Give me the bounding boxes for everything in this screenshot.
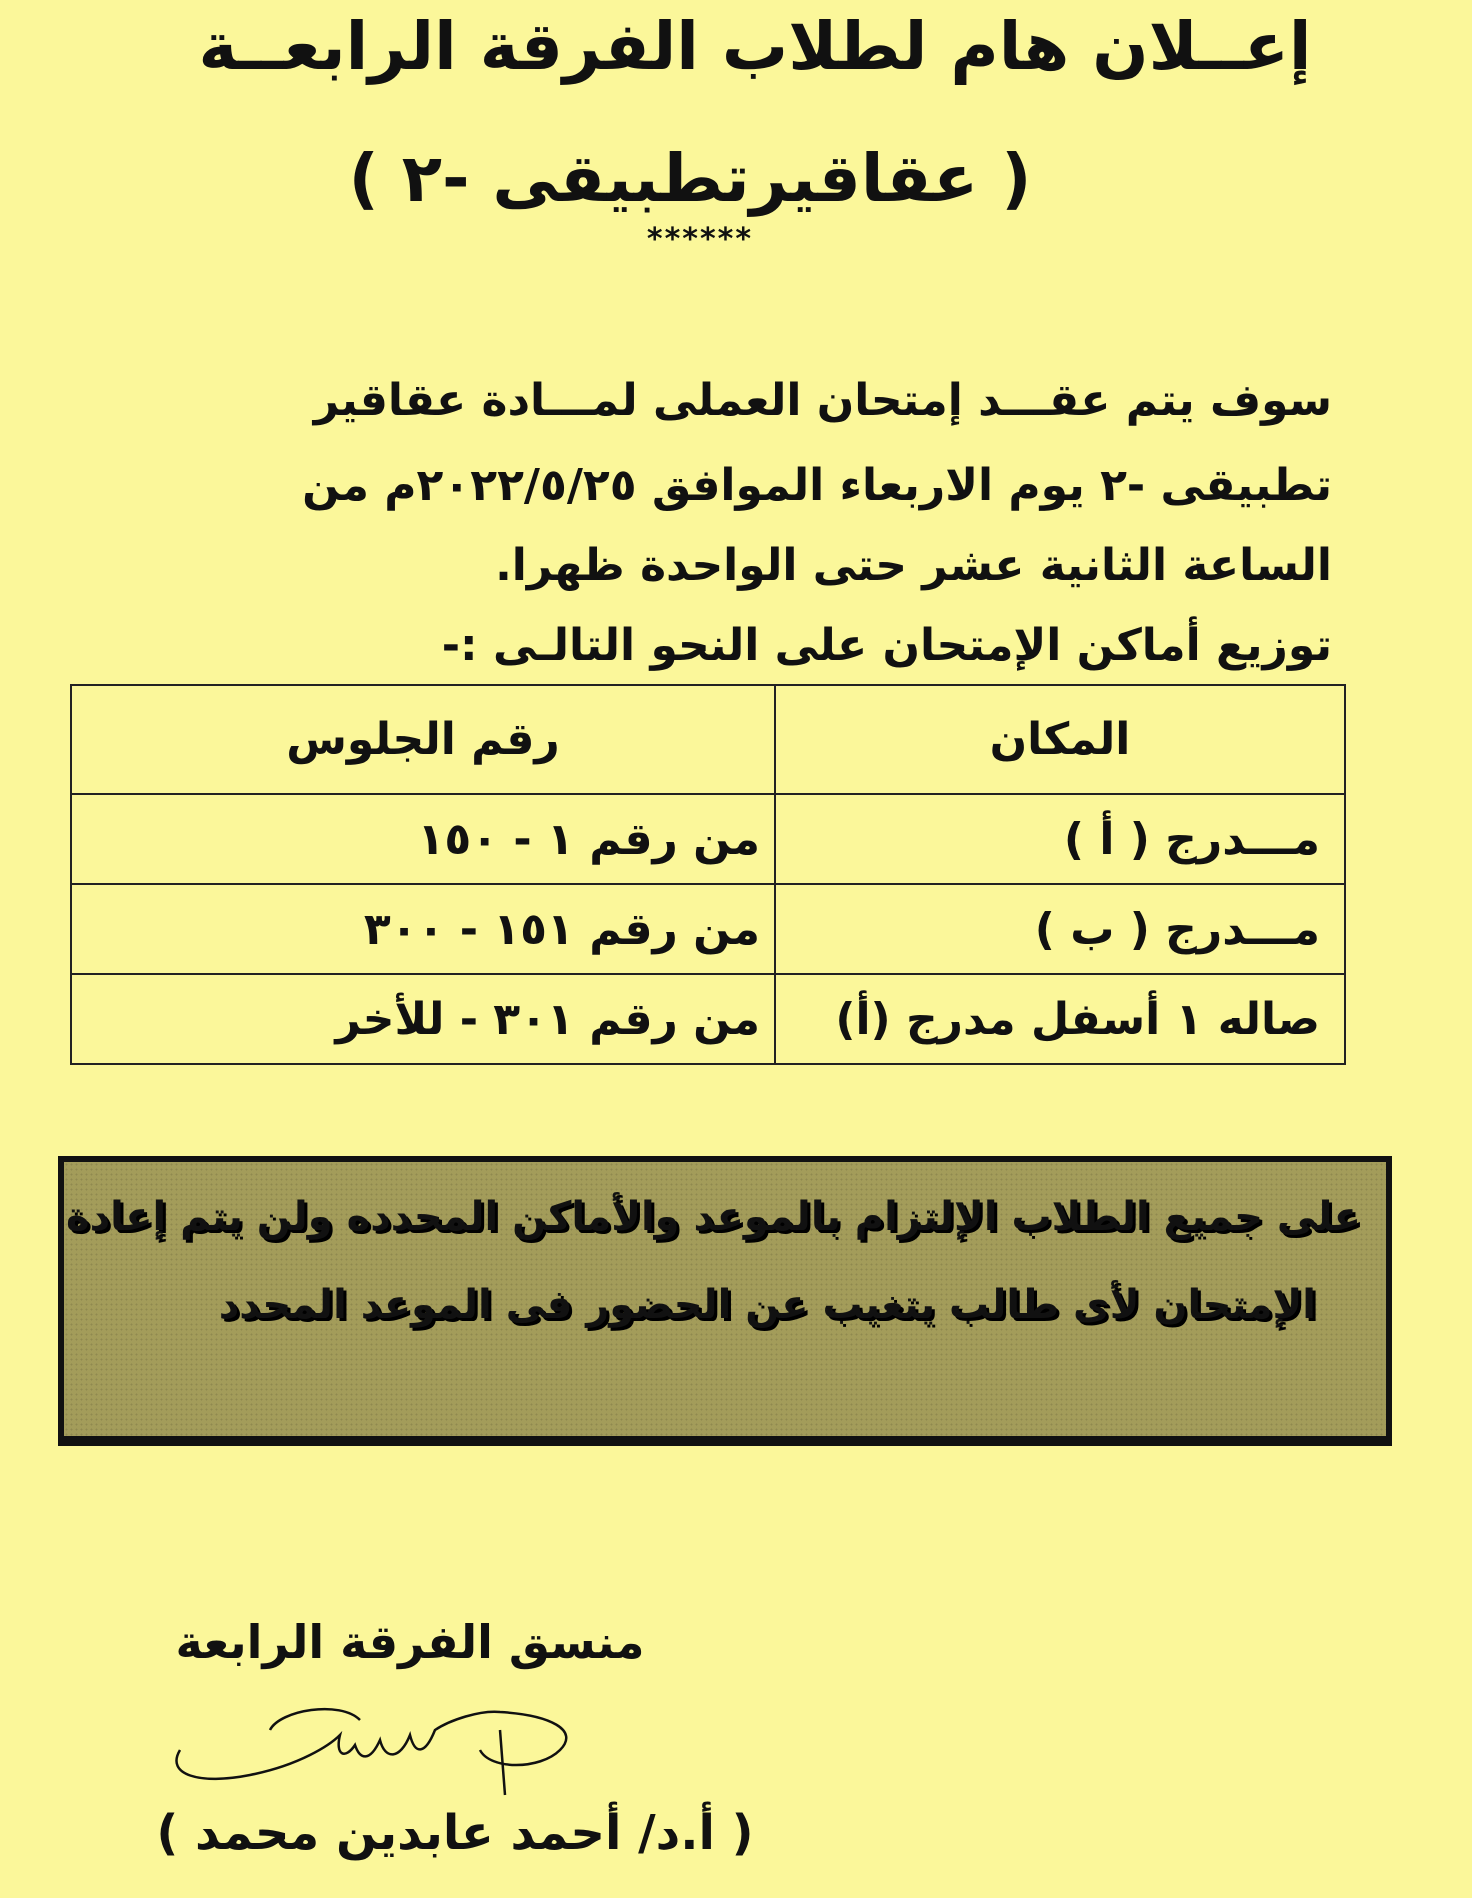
notice-line-1: على جميع الطلاب الإلتزام بالموعد والأماكن المحدده ولن يتم إعادة [66, 1194, 1361, 1240]
seat-range-cell: من رقم ١٥١ - ٣٠٠ [71, 884, 775, 974]
coordinator-title: منسق الفرقة الرابعة [175, 1615, 645, 1669]
notice-line-2: الإمتحان لأى طالب يتغيب عن الحضور فى الموعد المحدد [218, 1282, 1316, 1328]
body-line-3: الساعة الثانية عشر حتى الواحدة ظهرا. [495, 540, 1332, 591]
seat-range-cell: من رقم ١ - ١٥٠ [71, 794, 775, 884]
table-header-row [71, 685, 1345, 794]
coordinator-name: ( أ.د/ أحمد عابدين محمد ) [156, 1805, 754, 1861]
seat-range-cell: من رقم ٣٠١ - للأخر [71, 974, 775, 1064]
table-row [71, 794, 1345, 884]
body-line-1: سوف يتم عقـــد إمتحان العملى لمـــادة عقاقير [313, 375, 1332, 426]
course-title: ( عقاقيرتطبيقى -٢ ) [348, 140, 1032, 217]
body-line-2: تطبيقى -٢ يوم الاربعاء الموافق ٢٠٢٢/٥/٢٥م من [302, 460, 1332, 511]
body-line-4: توزيع أماكن الإمتحان على النحو التالـى :- [441, 620, 1332, 671]
signature [160, 1690, 640, 1800]
location-cell: مـــدرج ( أ ) [775, 794, 1345, 884]
signature-stroke [176, 1709, 566, 1795]
notice-box [58, 1156, 1392, 1446]
table-row [71, 974, 1345, 1064]
header-seat-number: رقم الجلوس [71, 685, 775, 794]
separator: ****** [646, 222, 754, 257]
exam-locations-table [70, 684, 1346, 1065]
header-location: المكان [775, 685, 1345, 794]
location-cell: مـــدرج ( ب ) [775, 884, 1345, 974]
location-cell: صاله ١ أسفل مدرج (أ) [775, 974, 1345, 1064]
announcement-title: إعــلان هام لطلاب الفرقة الرابعــة [198, 8, 1312, 85]
table-row [71, 884, 1345, 974]
